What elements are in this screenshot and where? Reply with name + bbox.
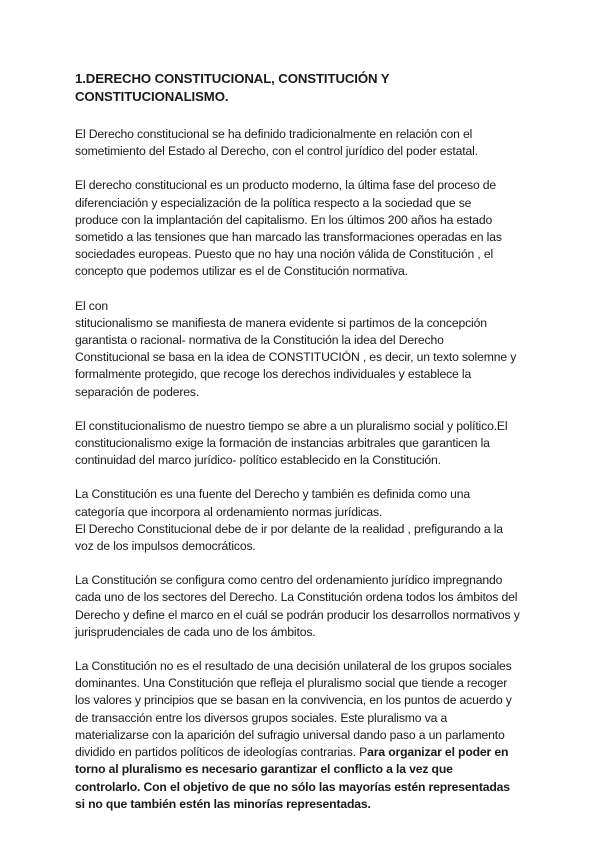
paragraph-7-regular-text: La Constitución no es el resultado de una decisión unilateral de los grupos sociales dominantes. Una Constitución que refleja el pluralismo social que tiende a recoger los valores y principios que se basan en la convivencia, en los puntos de acuerdo y de transacción entre los diversos grupos sociales. Este pluralismo va a materializarse con la aparición del sufragio universal dando paso a un parlamento dividido en partidos políticos de ideologías contrarias. P (75, 659, 512, 760)
paragraph-4: El constitucionalismo de nuestro tiempo se abre a un pluralismo social y político.El constitucionalismo exige la formación de instancias arbitrales que garanticen la continuidad del marco jurídico- político establecido en la Constitución. (75, 418, 508, 468)
title-line-2: CONSTITUCIONALISMO. (75, 89, 229, 104)
paragraph-3: El con stitucionalismo se manifiesta de manera evidente si partimos de la concepción garantista o racional- normativa de la Constitución la idea del Derecho Constitucional se basa en la idea de CONSTITUCIÓN , es decir, un texto solemne y formalmente protegido, que recoge los derechos individuales y establece la separación de poderes. (75, 298, 517, 399)
paragraph-7 (75, 658, 530, 813)
title-line-1: 1.DERECHO CONSTITUCIONAL, CONSTITUCIÓN Y (75, 71, 390, 86)
document-title (75, 70, 530, 106)
paragraph-6: La Constitución se configura como centro del ordenamiento jurídico impregnando cada uno de los sectores del Derecho. La Constitución ordena todos los ámbitos del Derecho y define el marco en el cuál se podrán producir los desarrollos normativos y jurisprudenciales de cada uno de los ámbitos. (75, 573, 520, 639)
paragraph-7-bold-text: ara organizar el poder en torno al pluralismo es necesario garantizar el conflicto a la vez que controlarlo. Con el objetivo de que no sólo las mayorías estén representadas si no que también estén las minorías representadas. (75, 745, 510, 811)
paragraph-2: El derecho constitucional es un producto moderno, la última fase del proceso de diferenciación y especialización de la política respecto a la sociedad que se produce con la implantación del capitalismo. En los últimos 200 años ha estado sometido a las tensiones que han marcado las transformaciones operadas en las sociedades europeas. Puesto que no hay una noción válida de Constitución , el concepto que podemos utilizar es el de Constitución normativa. (75, 178, 502, 279)
paragraph-1: El Derecho constitucional se ha definido tradicionalmente en relación con el sometimiento del Estado al Derecho, con el control jurídico del poder estatal. (75, 127, 478, 159)
paragraph-5: La Constitución es una fuente del Derecho y también es definida como una categoría que incorpora al ordenamiento normas jurídicas. El Derecho Constitucional debe de ir por delante de la realidad , prefigurando a la voz de los impulsos democráticos. (75, 487, 503, 554)
